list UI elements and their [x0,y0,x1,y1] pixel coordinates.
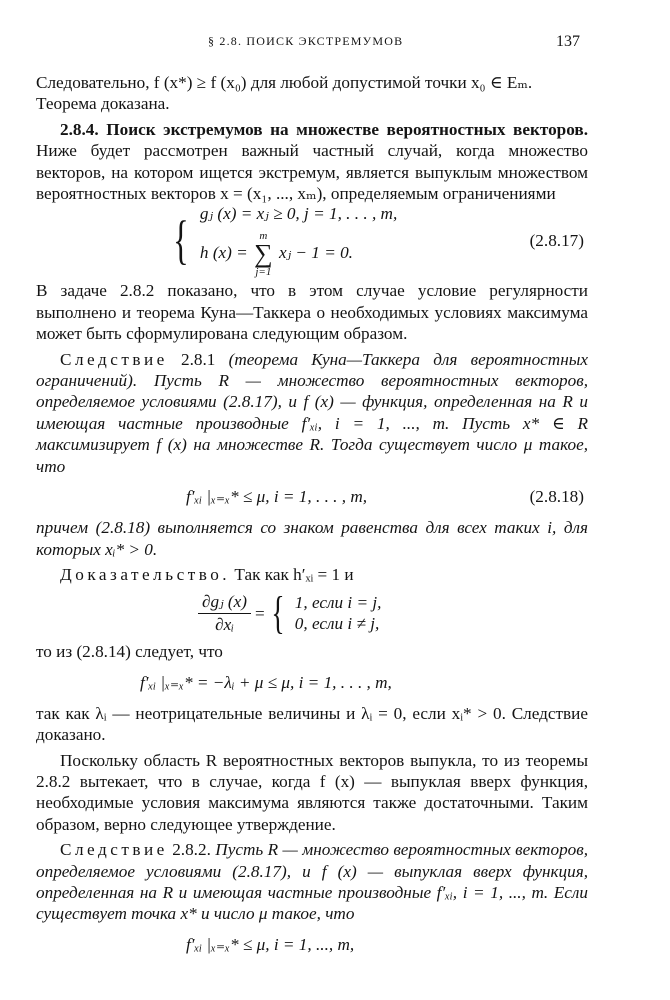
page-number: 137 [556,33,580,50]
kkt-condition: f′ₓᵢ |ₓ₌ₓ* ≤ μ, i = 1, . . . , m, [186,487,368,507]
derivative-equation [36,585,588,641]
conclusion-text: Следовательно, f (x*) ≥ f (x₀) для любой допустимой точки x₀ ∈ Eₘ. [36,73,533,92]
lambda-equation [36,663,588,703]
h-right: xⱼ − 1 = 0. [278,243,353,263]
corollary-number: 2.8.1 [167,349,229,369]
case-not-equal: 0, если i ≠ j, [294,614,380,634]
constraint-g: gⱼ (x) = xⱼ ≥ 0, j = 1, . . . , m, [199,203,398,223]
case-equal: 1, если i = j, [294,592,382,612]
sum-symbol [254,230,273,278]
lambda-formula: f′ₓᵢ |ₓ₌ₓ* = −λᵢ + μ ≤ μ, i = 1, . . . , m, [140,673,392,693]
final-equation [36,925,588,965]
page-body [36,72,588,965]
convexity-paragraph: Поскольку область R вероятностных векторов выпукла, то из теоремы 2.8.2 вытекает, что в случае, когда f (x) — выпуклая вверх функция, необходимые условия максимума являются также достаточными. Таким образом, верно следующее утверждение. [36,750,588,834]
proof-text: Так как h′ₓᵢ = 1 и [230,564,354,584]
partial-fraction [198,592,251,635]
corollary2-statement: Пусть R — множество вероятностных векторов, определяемое условиями (2.8.17), и f (x) — выпуклая вверх функция, определенная на R и имеющая частные производные f′ₓᵢ, i = 1, ..., m. Если существует точка x* и число μ такое, что [36,840,589,924]
left-brace: { [173,210,189,271]
section-2-8-4 [36,119,588,205]
proof-label: Доказательство. [60,564,231,584]
corollary2-number: 2.8.2. [167,840,216,860]
sum-upper: m [259,230,268,243]
sigma: ∑ [254,239,273,269]
constraint-system [200,203,397,278]
cases [295,592,382,635]
corollary-2-8-2 [36,839,588,925]
h-left: h (x) = [199,243,248,263]
equation-2-8-18 [36,477,588,517]
regularity-paragraph: В задаче 2.8.2 показано, что в этом случае условие регулярности выполнено и теорема Куна—Таккера о необходимых условиях максимума может быть сформулирована следующим образом. [36,281,588,344]
conclusion-line [36,72,588,115]
cases-brace: { [271,587,285,639]
section-heading: 2.8.4. Поиск экстремумов на множестве вероятностных векторов. [60,119,588,139]
fraction-numerator: ∂gⱼ (x) [198,592,251,614]
section-intro: Ниже будет рассмотрен важный частный случай, когда множество векторов, на котором ищется экстремум, является выпуклым множеством вероятностных векторов x = (x₁, ..., xₘ), определяемым ограничениями [36,141,588,204]
final-formula: f′ₓᵢ |ₓ₌ₓ* ≤ μ, i = 1, ..., m, [186,935,355,955]
corollary-2-8-1 [36,349,588,477]
corollary-label: Следствие [60,349,168,369]
equals-sign: = [255,603,265,623]
sum-lower: j=1 [255,266,272,279]
equation-2-8-17 [36,203,588,279]
follows-line: то из (2.8.14) следует, что [36,642,223,662]
constraint-h [200,230,397,278]
equation-number-17: (2.8.17) [529,230,584,250]
proof-start [36,564,588,585]
corollary-statement: (теорема Куна—Таккера для вероятностных ограничений). Пусть R — множество вероятностных векторов, определяемое условиями (2.8.17), и f (x) — функция, определенная на R и имеющая частные производные f′ₓᵢ, i = 1, ..., m. Пусть x* ∈ R максимизирует f (x) на множестве R. Тогда существует число μ такое, что [36,349,589,476]
fraction-denominator: ∂xᵢ [215,614,234,634]
lambda-paragraph: так как λᵢ — неотрицательные величины и λᵢ = 0, если xᵢ* > 0. Следствие доказано. [36,703,588,745]
equation-number-18: (2.8.18) [529,487,584,507]
corollary2-label: Следствие [60,840,168,860]
equality-condition: причем (2.8.18) выполняется со знаком равенства для всех таких i, для которых xᵢ* > 0. [36,518,588,559]
running-title: § 2.8. ПОИСК ЭКСТРЕМУМОВ [208,34,404,48]
theorem-proved: Теорема доказана. [36,94,170,114]
